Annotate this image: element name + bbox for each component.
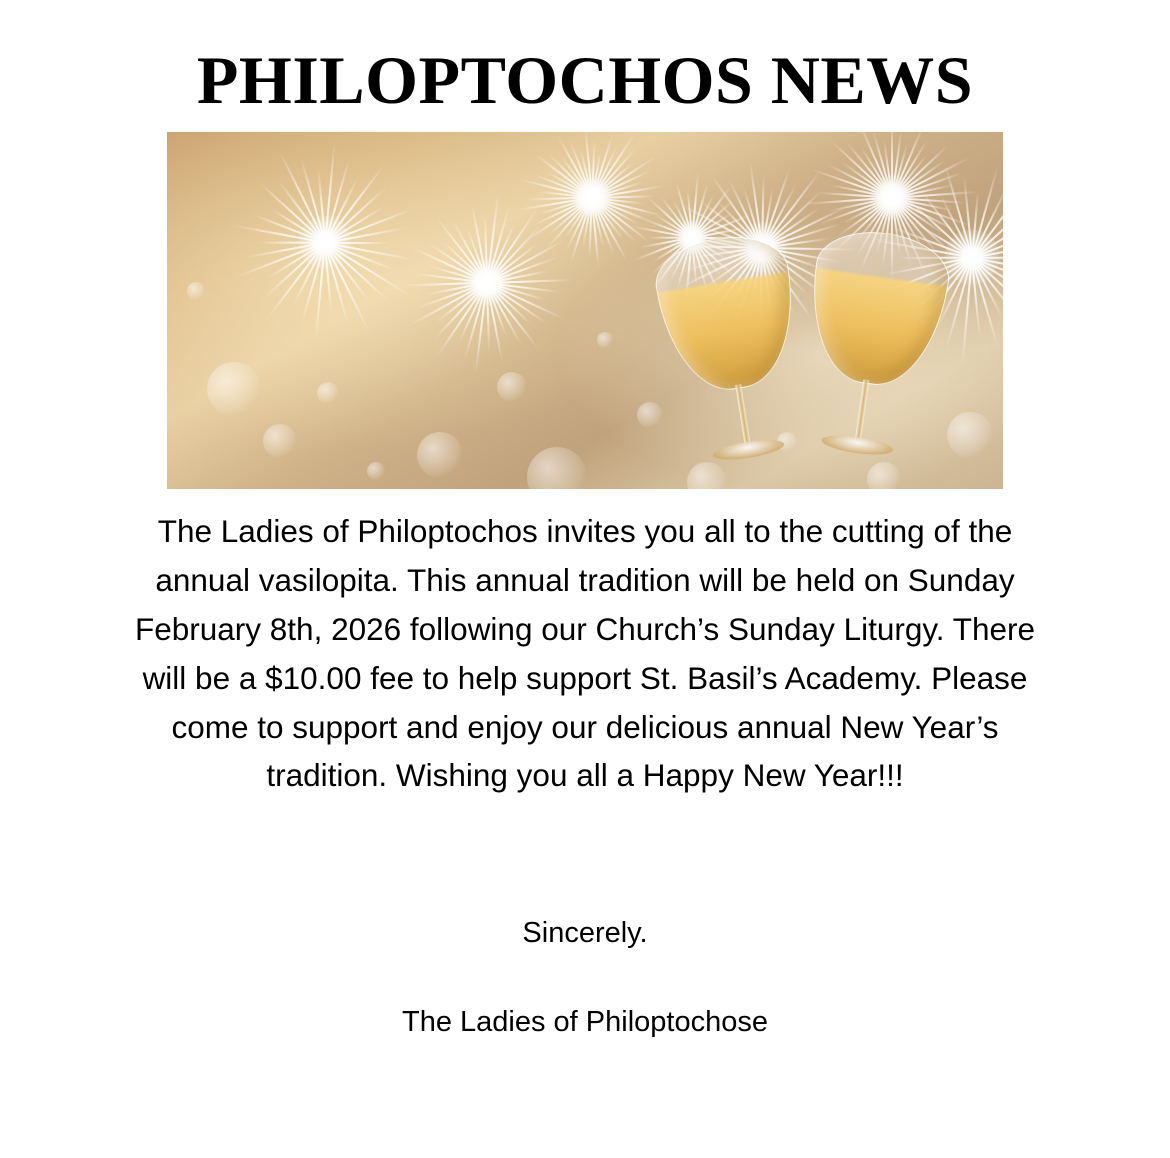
firework-burst xyxy=(225,142,425,342)
champagne-fireworks-image xyxy=(167,132,1003,489)
page-title: PHILOPTOCHOS NEWS xyxy=(196,42,974,118)
hero-background xyxy=(167,132,1003,489)
closing-line: Sincerely. xyxy=(522,917,648,950)
announcement-paragraph: The Ladies of Philoptochos invites you all to the cutting of the annual vasilopita. This annual tradition will be held on Sunday February 8th, 2026 following our Church’s Sunday Liturgy. There will be a $10.00 fee to help support St. Basil’s Academy. Please come to support and enjoy our delicious annual New Year’s tradition. Wishing you all a Happy New Year!!! xyxy=(134,513,1035,794)
signature-line: The Ladies of Philoptochose xyxy=(402,1005,768,1038)
